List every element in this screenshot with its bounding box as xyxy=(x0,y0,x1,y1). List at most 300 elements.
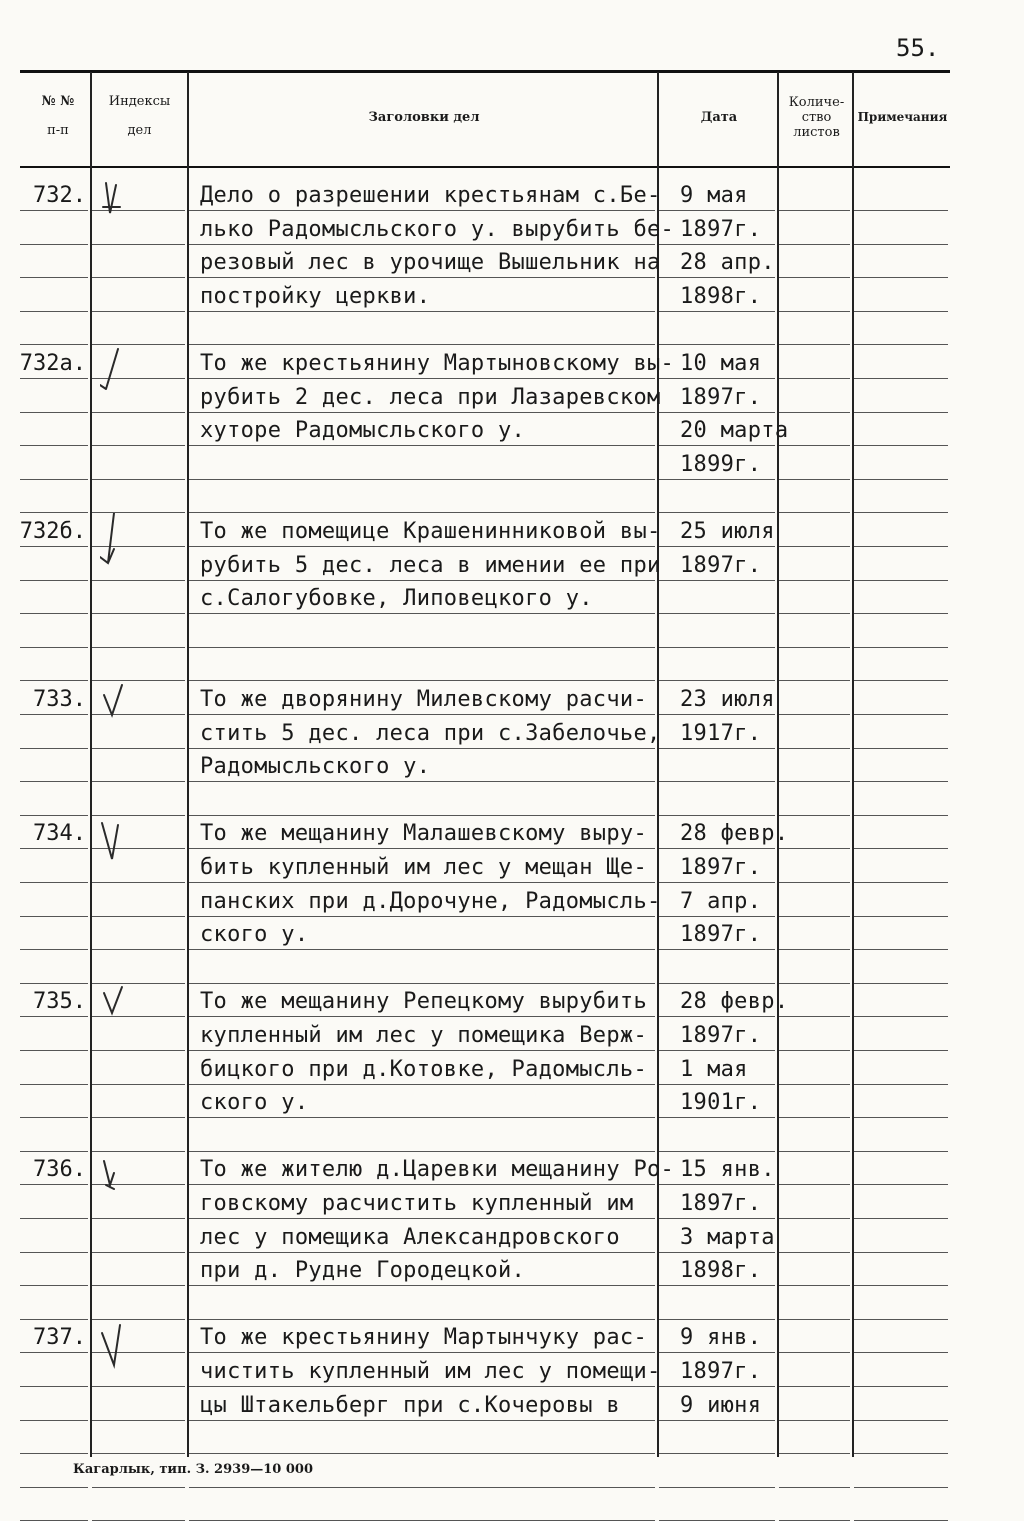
entry-title-line: ского у. xyxy=(200,922,309,948)
guide-line xyxy=(189,613,655,614)
entry-date-line: 10 мая xyxy=(680,351,762,376)
entry-date-line: 1897г. xyxy=(680,1023,762,1048)
guide-line xyxy=(659,1352,775,1353)
guide-line xyxy=(189,311,655,312)
guide-line xyxy=(20,680,88,681)
guide-line xyxy=(779,1352,850,1353)
entry-date-line: 23 июля xyxy=(680,687,775,712)
guide-line xyxy=(779,949,850,950)
guide-line xyxy=(854,714,948,715)
guide-line xyxy=(92,1487,185,1488)
guide-line xyxy=(659,580,775,581)
guide-line xyxy=(20,210,88,211)
entry-title-line: То же крестьянину Мартынчуку рас- xyxy=(200,1325,647,1351)
guide-line xyxy=(779,277,850,278)
guide-line xyxy=(779,916,850,917)
guide-line xyxy=(659,1151,775,1152)
entry-title-line: рубить 5 дес. леса в имении ее при xyxy=(200,552,661,578)
guide-line xyxy=(189,244,655,245)
check-mark-icon xyxy=(100,1319,130,1371)
column-divider xyxy=(187,72,189,1457)
entry-date-line: 15 янв. xyxy=(680,1157,775,1183)
guide-line xyxy=(779,882,850,883)
guide-line xyxy=(20,1151,88,1152)
entry-date-line: 28 февр. xyxy=(680,821,789,847)
guide-line xyxy=(20,1252,88,1253)
guide-line xyxy=(779,344,850,345)
guide-line xyxy=(92,1117,185,1118)
guide-line xyxy=(659,815,775,816)
guide-line xyxy=(779,1218,850,1219)
guide-line xyxy=(854,580,948,581)
guide-line xyxy=(779,311,850,312)
guide-line xyxy=(92,949,185,950)
guide-line xyxy=(20,445,88,446)
guide-line xyxy=(189,1184,655,1185)
guide-line xyxy=(854,1218,948,1219)
check-mark-icon xyxy=(100,681,130,733)
guide-line xyxy=(854,882,948,883)
guide-line xyxy=(20,1084,88,1085)
header-quantity-2: ство xyxy=(801,109,832,125)
guide-line xyxy=(854,1084,948,1085)
guide-line xyxy=(92,748,185,749)
guide-line xyxy=(20,244,88,245)
guide-line xyxy=(92,647,185,648)
guide-line xyxy=(20,1050,88,1051)
guide-line xyxy=(20,647,88,648)
guide-line xyxy=(20,512,88,513)
guide-line xyxy=(20,1319,88,1320)
check-mark-icon xyxy=(100,177,130,229)
guide-line xyxy=(779,580,850,581)
guide-line xyxy=(854,378,948,379)
entry-date-line: 1897г. xyxy=(680,384,762,410)
guide-line xyxy=(659,1252,775,1253)
header-notes: Примечания xyxy=(857,110,948,124)
guide-line xyxy=(779,647,850,648)
guide-line xyxy=(779,1151,850,1152)
entry-title-line: То же крестьянину Мартыновскому вы- xyxy=(200,351,675,376)
guide-line xyxy=(659,1184,775,1185)
column-divider xyxy=(90,72,92,1457)
guide-line xyxy=(189,1084,655,1085)
guide-line xyxy=(189,1453,655,1454)
guide-line xyxy=(92,916,185,917)
guide-line xyxy=(659,512,775,513)
guide-line xyxy=(659,412,775,413)
guide-line xyxy=(92,277,185,278)
guide-line xyxy=(20,916,88,917)
guide-line xyxy=(20,1285,88,1286)
header-date: Дата xyxy=(700,110,738,125)
guide-line xyxy=(20,748,88,749)
guide-line xyxy=(779,1117,850,1118)
entry-date-line: 7 апр. xyxy=(680,888,762,914)
guide-line xyxy=(779,445,850,446)
guide-line xyxy=(854,1319,948,1320)
guide-line xyxy=(659,1386,775,1387)
guide-line xyxy=(92,1050,185,1051)
guide-line xyxy=(854,848,948,849)
guide-line xyxy=(854,1016,948,1017)
guide-line xyxy=(659,949,775,950)
entry-date-line: 9 июня xyxy=(680,1392,762,1418)
entry-date-line: 1898г. xyxy=(680,1258,762,1284)
guide-line xyxy=(92,311,185,312)
guide-line xyxy=(779,378,850,379)
guide-line xyxy=(659,1487,775,1488)
guide-line xyxy=(854,445,948,446)
entry-date-line: 1897г. xyxy=(680,216,762,242)
entry-title-line: бить купленный им лес у мещан Ще- xyxy=(200,855,647,880)
guide-line xyxy=(92,412,185,413)
entry-date-line: 1897г. xyxy=(680,855,762,880)
guide-line xyxy=(659,748,775,749)
guide-line xyxy=(779,815,850,816)
guide-line xyxy=(854,277,948,278)
guide-line xyxy=(189,344,655,345)
entry-title-line: купленный им лес у помещика Верж- xyxy=(200,1023,647,1048)
guide-line xyxy=(854,613,948,614)
guide-line xyxy=(189,1117,655,1118)
guide-line xyxy=(779,848,850,849)
guide-line xyxy=(779,748,850,749)
guide-line xyxy=(659,714,775,715)
guide-line xyxy=(854,512,948,513)
guide-line xyxy=(659,882,775,883)
guide-line xyxy=(659,1084,775,1085)
guide-line xyxy=(20,412,88,413)
guide-line xyxy=(659,445,775,446)
entry-date-line: 1897г. xyxy=(680,552,762,578)
entry-title-line: чистить купленный им лес у помещи- xyxy=(200,1359,661,1384)
entry-title-line: цы Штакельберг при с.Кочеровы в xyxy=(200,1392,620,1418)
guide-line xyxy=(189,1420,655,1421)
guide-line xyxy=(189,1050,655,1051)
guide-line xyxy=(779,781,850,782)
entry-date-line: 9 мая xyxy=(680,183,748,208)
guide-line xyxy=(854,244,948,245)
guide-line xyxy=(189,983,655,984)
guide-line xyxy=(659,1016,775,1017)
guide-line xyxy=(189,1151,655,1152)
guide-line xyxy=(659,1420,775,1421)
guide-line xyxy=(854,412,948,413)
entry-date-line: 1897г. xyxy=(680,922,762,948)
guide-line xyxy=(659,916,775,917)
guide-line xyxy=(189,1218,655,1219)
guide-line xyxy=(20,1453,88,1454)
entry-number: 732б. xyxy=(19,519,86,544)
guide-line xyxy=(20,1016,88,1017)
guide-line xyxy=(659,781,775,782)
guide-line xyxy=(189,748,655,749)
guide-line xyxy=(854,1352,948,1353)
header-index xyxy=(92,95,187,139)
entry-title-line: Радомысльского у. xyxy=(200,754,431,780)
entry-title-line: бицкого при д.Котовке, Радомысль- xyxy=(200,1056,647,1082)
guide-line xyxy=(92,882,185,883)
guide-line xyxy=(92,781,185,782)
guide-line xyxy=(189,1487,655,1488)
entry-title-line: То же жителю д.Царевки мещанину Ро- xyxy=(200,1157,675,1183)
guide-line xyxy=(779,1487,850,1488)
guide-line xyxy=(189,781,655,782)
entry-title-line: говскому расчистить купленный им xyxy=(200,1191,634,1216)
guide-line xyxy=(779,1285,850,1286)
guide-line xyxy=(854,949,948,950)
entry-date-line: 1917г. xyxy=(680,720,762,746)
header-number-top: № № xyxy=(41,94,75,109)
printer-imprint: Кагарлык, тип. З. 2939—10 000 xyxy=(73,1462,313,1477)
entry-title-line: с.Салогубовке, Липовецкого у. xyxy=(200,586,593,612)
guide-line xyxy=(92,1453,185,1454)
guide-line xyxy=(659,277,775,278)
guide-line xyxy=(779,714,850,715)
header-number-bottom: п-п xyxy=(47,122,69,138)
guide-line xyxy=(20,546,88,547)
guide-line xyxy=(854,748,948,749)
guide-line xyxy=(92,1252,185,1253)
guide-line xyxy=(92,1285,185,1286)
guide-line xyxy=(92,1386,185,1387)
guide-line xyxy=(659,210,775,211)
entry-date-line: 3 марта xyxy=(680,1224,775,1250)
entry-title-line: лько Радомысльского у. вырубить бе- xyxy=(200,216,675,242)
guide-line xyxy=(20,1386,88,1387)
guide-line xyxy=(20,983,88,984)
guide-line xyxy=(854,781,948,782)
guide-line xyxy=(20,613,88,614)
guide-line xyxy=(20,882,88,883)
entry-title-line: лес у помещика Александровского xyxy=(200,1224,620,1250)
guide-line xyxy=(779,1319,850,1320)
guide-line xyxy=(189,680,655,681)
guide-line xyxy=(854,983,948,984)
guide-line xyxy=(779,210,850,211)
guide-line xyxy=(20,949,88,950)
guide-line xyxy=(189,512,655,513)
guide-line xyxy=(20,378,88,379)
guide-line xyxy=(20,580,88,581)
guide-line xyxy=(189,412,655,413)
guide-line xyxy=(659,378,775,379)
guide-line xyxy=(779,1386,850,1387)
guide-line xyxy=(659,1285,775,1286)
guide-line xyxy=(659,479,775,480)
guide-line xyxy=(659,546,775,547)
guide-line xyxy=(854,1487,948,1488)
entry-number: 734. xyxy=(33,821,86,847)
header-quantity xyxy=(780,96,853,141)
guide-line xyxy=(92,580,185,581)
guide-line xyxy=(659,244,775,245)
entry-date-line: 1897г. xyxy=(680,1191,762,1216)
guide-line xyxy=(189,882,655,883)
guide-line xyxy=(779,680,850,681)
entry-number: 735. xyxy=(33,989,86,1015)
guide-line xyxy=(92,613,185,614)
guide-line xyxy=(854,479,948,480)
entry-date-line: 25 июля xyxy=(680,519,775,544)
guide-line xyxy=(854,1285,948,1286)
guide-line xyxy=(20,1487,88,1488)
guide-line xyxy=(189,580,655,581)
guide-line xyxy=(189,1252,655,1253)
guide-line xyxy=(659,1050,775,1051)
check-mark-icon xyxy=(100,345,130,397)
guide-line xyxy=(779,512,850,513)
guide-line xyxy=(659,1218,775,1219)
guide-line xyxy=(189,949,655,950)
guide-line xyxy=(779,412,850,413)
header-quantity-1: Количе- xyxy=(788,95,845,110)
guide-line xyxy=(779,479,850,480)
header-title: Заголовки дел xyxy=(368,110,480,125)
guide-line xyxy=(189,479,655,480)
check-mark-icon xyxy=(100,815,130,867)
guide-line xyxy=(20,344,88,345)
guide-line xyxy=(189,445,655,446)
entry-date-line: 28 апр. xyxy=(680,250,775,276)
guide-line xyxy=(659,613,775,614)
entry-title-line: ского у. xyxy=(200,1090,309,1116)
entry-date-line: 9 янв. xyxy=(680,1325,762,1351)
entry-date-line: 1898г. xyxy=(680,283,762,309)
guide-line xyxy=(659,1117,775,1118)
table-top-rule xyxy=(20,70,950,73)
guide-line xyxy=(854,344,948,345)
guide-line xyxy=(854,647,948,648)
entry-number: 732а. xyxy=(19,351,86,376)
guide-line xyxy=(189,1386,655,1387)
guide-line xyxy=(659,983,775,984)
entry-number: 733. xyxy=(33,687,86,712)
guide-line xyxy=(779,1453,850,1454)
guide-line xyxy=(779,546,850,547)
entry-title-line: То же помещице Крашенинниковой вы- xyxy=(200,519,661,544)
guide-line xyxy=(20,1184,88,1185)
guide-line xyxy=(659,680,775,681)
header-bottom-rule xyxy=(20,166,950,168)
guide-line xyxy=(854,1386,948,1387)
page-number: 55. xyxy=(896,34,940,62)
entry-date-line: 1899г. xyxy=(680,451,762,477)
guide-line xyxy=(779,1016,850,1017)
guide-line xyxy=(189,1016,655,1017)
guide-line xyxy=(189,210,655,211)
guide-line xyxy=(854,1151,948,1152)
guide-line xyxy=(20,848,88,849)
entry-number: 737. xyxy=(33,1325,86,1351)
guide-line xyxy=(189,378,655,379)
entry-date-line: 1897г. xyxy=(680,1359,762,1384)
entry-date-line: 28 февр. xyxy=(680,989,789,1015)
check-mark-icon xyxy=(100,983,130,1035)
guide-line xyxy=(854,1420,948,1421)
guide-line xyxy=(92,1084,185,1085)
guide-line xyxy=(854,680,948,681)
guide-line xyxy=(659,344,775,345)
guide-line xyxy=(20,781,88,782)
entry-title-line: постройку церкви. xyxy=(200,283,431,309)
guide-line xyxy=(854,916,948,917)
header-index-top: Индексы xyxy=(108,94,171,109)
entry-title-line: панских при д.Дорочуне, Радомысль- xyxy=(200,888,661,914)
guide-line xyxy=(659,1453,775,1454)
guide-line xyxy=(779,613,850,614)
guide-line xyxy=(854,1050,948,1051)
header-index-bottom: дел xyxy=(127,122,152,138)
guide-line xyxy=(189,1319,655,1320)
guide-line xyxy=(779,1050,850,1051)
guide-line xyxy=(189,1352,655,1353)
guide-line xyxy=(20,1352,88,1353)
guide-line xyxy=(20,1218,88,1219)
entry-title-line: рубить 2 дес. леса при Лазаревском xyxy=(200,384,661,410)
entry-title-line: резовый лес в урочище Вышельник на xyxy=(200,250,661,276)
entry-title-line: хуторе Радомысльского у. xyxy=(200,418,526,444)
guide-line xyxy=(779,244,850,245)
guide-line xyxy=(92,244,185,245)
guide-line xyxy=(20,714,88,715)
check-mark-icon xyxy=(100,513,130,565)
guide-line xyxy=(779,1184,850,1185)
guide-line xyxy=(659,1319,775,1320)
column-divider xyxy=(852,72,854,1457)
guide-line xyxy=(92,1420,185,1421)
guide-line xyxy=(20,311,88,312)
guide-line xyxy=(854,210,948,211)
guide-line xyxy=(20,1117,88,1118)
guide-line xyxy=(854,546,948,547)
guide-line xyxy=(189,848,655,849)
guide-line xyxy=(659,647,775,648)
guide-line xyxy=(92,479,185,480)
entry-number: 732. xyxy=(33,183,86,208)
entry-title-line: Дело о разрешении крестьянам с.Бе- xyxy=(200,183,661,208)
guide-line xyxy=(189,1285,655,1286)
guide-line xyxy=(189,714,655,715)
guide-line xyxy=(854,1453,948,1454)
guide-line xyxy=(189,546,655,547)
guide-line xyxy=(189,647,655,648)
guide-line xyxy=(189,916,655,917)
guide-line xyxy=(20,277,88,278)
entry-title-line: стить 5 дес. леса при с.Забелочье, xyxy=(200,720,661,746)
guide-line xyxy=(92,445,185,446)
guide-line xyxy=(854,1184,948,1185)
guide-line xyxy=(659,311,775,312)
guide-line xyxy=(659,848,775,849)
guide-line xyxy=(189,277,655,278)
guide-line xyxy=(779,1420,850,1421)
entry-title-line: То же мещанину Репецкому вырубить xyxy=(200,989,647,1015)
entry-date-line: 20 марта xyxy=(680,418,789,444)
header-number xyxy=(28,95,88,139)
entry-number: 736. xyxy=(33,1157,86,1183)
guide-line xyxy=(854,1117,948,1118)
column-divider xyxy=(657,72,659,1457)
guide-line xyxy=(854,311,948,312)
entry-title-line: То же дворянину Милевскому расчи- xyxy=(200,687,647,712)
guide-line xyxy=(189,815,655,816)
guide-line xyxy=(779,1252,850,1253)
entry-date-line: 1 мая xyxy=(680,1056,748,1082)
guide-line xyxy=(854,815,948,816)
guide-line xyxy=(854,1252,948,1253)
